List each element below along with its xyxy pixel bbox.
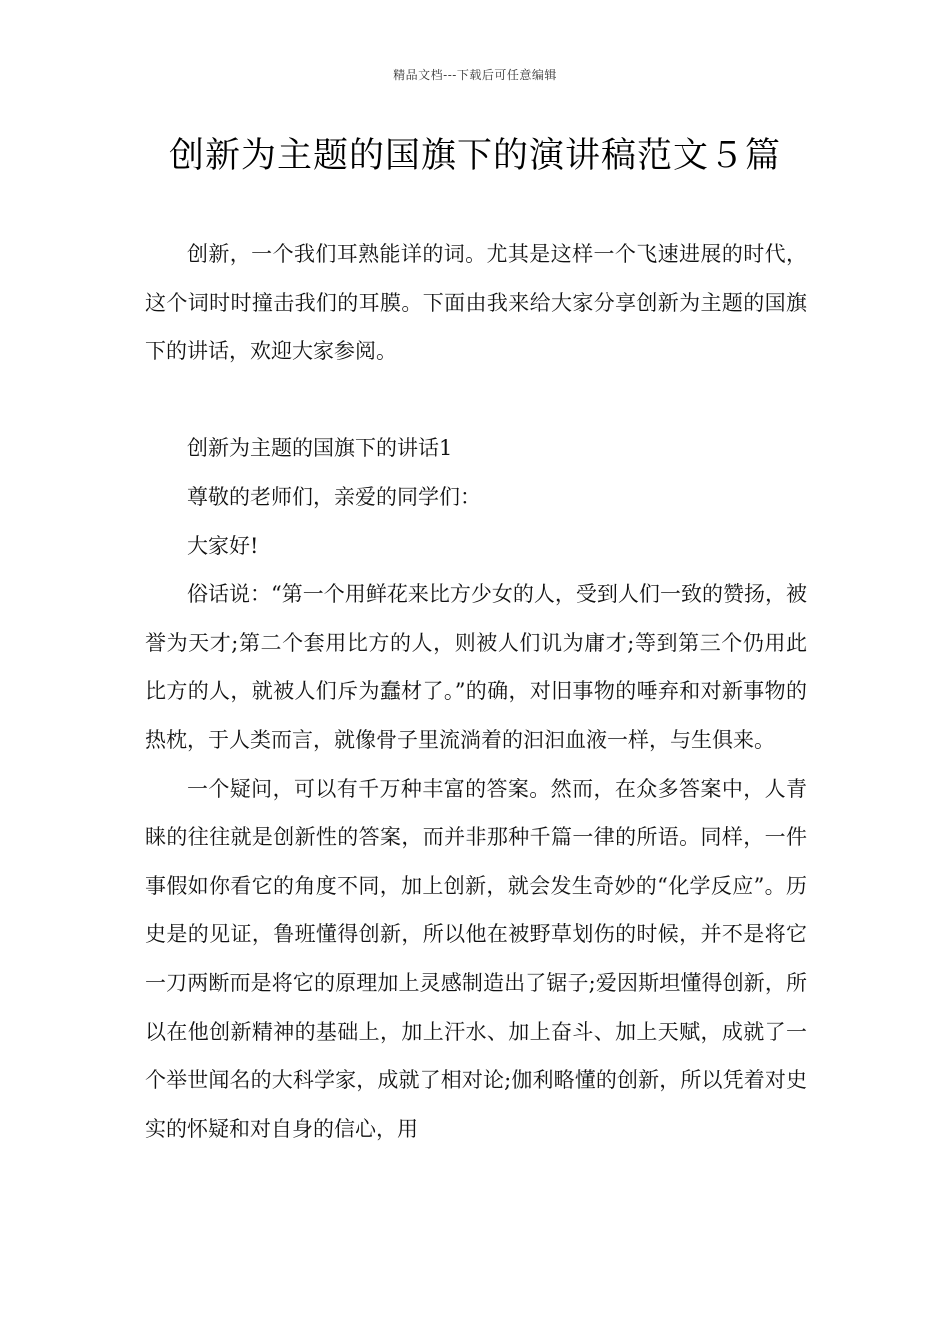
intro-paragraph: 创新，一个我们耳熟能详的词。尤其是这样一个飞速进展的时代，这个词时时撞击我们的耳膜。下面由我来给大家分享创新为主题的国旗下的讲话，欢迎大家参阅。 bbox=[145, 242, 807, 364]
body-paragraph: 俗话说：“第一个用鲜花来比方少女的人，受到人们一致的赞扬，被誉为天才;第二个套用比方的人，则被人们讥为庸才;等到第三个仍用此比方的人，就被人们斥为蠢材了。”的确，对旧事物的唾弃和对新事物的热枕，于人类而言，就像骨子里流淌着的汩汩血液一样，与生俱来。 bbox=[145, 582, 807, 752]
document-title: 创新为主题的国旗下的演讲稿范文５篇 bbox=[168, 136, 781, 176]
section-heading: 创新为主题的国旗下的讲话1 bbox=[187, 436, 453, 461]
document-body bbox=[145, 230, 807, 1153]
greeting: 大家好! bbox=[187, 533, 259, 558]
salutation: 尊敬的老师们，亲爱的同学们： bbox=[187, 484, 481, 509]
header-note: 精品文档---下载后可任意编辑 bbox=[393, 68, 557, 82]
body-paragraph: 一个疑问，可以有千万种丰富的答案。然而，在众多答案中，人青睐的往往就是创新性的答案，而并非那种千篇一律的所语。同样，一件事假如你看它的角度不同，加上创新，就会发生奇妙的“化学反应”。历史是的见证，鲁班懂得创新，所以他在被野草划伤的时候，并不是将它一刀两断而是将它的原理加上灵感制造出了锯子;爱因斯坦懂得创新，所以在他创新精神的基础上，加上汗水、加上奋斗、加上天赋，成就了一个举世闻名的大科学家，成就了相对论;伽利略懂的创新，所以凭着对史实的怀疑和对自身的信心，用 bbox=[145, 776, 807, 1141]
